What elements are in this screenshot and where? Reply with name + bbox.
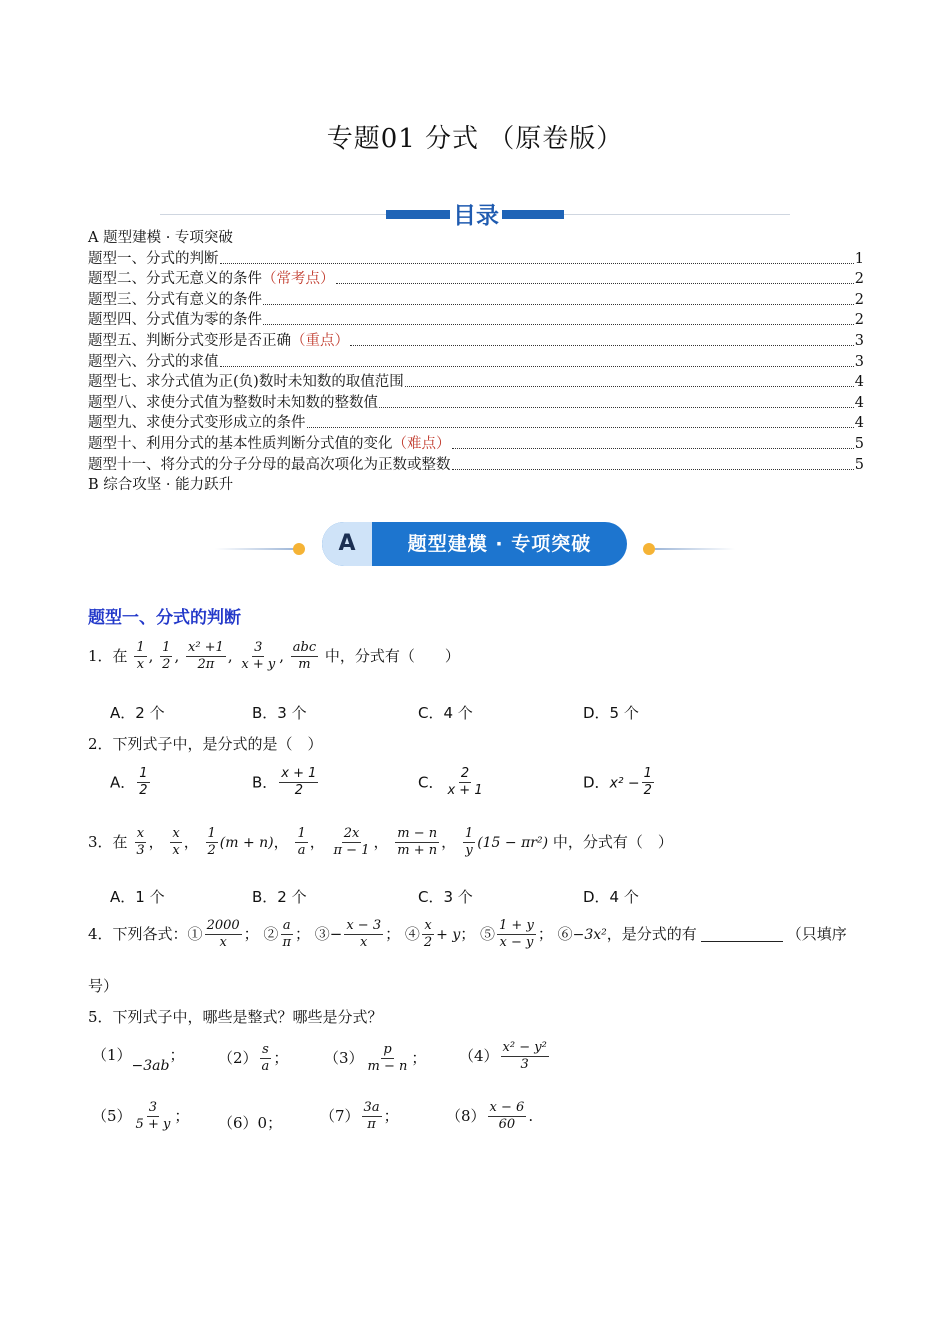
- toc-page-number: 2: [854, 271, 864, 288]
- toc-item[interactable]: [88, 413, 864, 434]
- q3-option-c[interactable]: C．3 个: [418, 888, 473, 906]
- toc-page-number: 3: [854, 332, 864, 349]
- toc-leader-dots: [379, 393, 854, 408]
- q5-item-7: （7） $\frac{3a}{\pi}$ ；: [320, 1100, 399, 1133]
- question-4: 4．下列各式：① $\frac{2000}{x}$ ； ② $\frac{a}{\pi}$ ； ③− $\frac{x - 3}{x}$ ； ④ $\frac{x}{2}$ + y； ⑤ $\frac{1 + y}{x - y}$ ； ⑥−3x²，是分式的有 （只填序: [88, 918, 847, 951]
- toc-item-label: 题型七、求分式值为正(负)数时未知数的取值范围: [88, 374, 404, 391]
- q1-option-a[interactable]: A．2 个: [110, 704, 165, 722]
- q1-option-b[interactable]: B．3 个: [252, 704, 307, 722]
- section-banner: [322, 522, 627, 566]
- toc-item-label: 题型二、分式无意义的条件: [88, 271, 262, 288]
- fraction: $\frac{1}{x}$: [136, 640, 145, 673]
- fraction: abc m: [292, 640, 317, 673]
- toc-page-number: 4: [854, 415, 864, 432]
- toc-section-a[interactable]: A 题型建模 · 专项突破: [88, 230, 233, 246]
- toc-leader-dots: [452, 434, 854, 449]
- q5-item-8: （8） $\frac{x - 6}{60}$ .: [446, 1100, 534, 1133]
- toc-page-number: 2: [854, 291, 864, 308]
- toc-page-number: 1: [854, 250, 864, 267]
- toc-item-label: 题型一、分式的判断: [88, 250, 219, 267]
- toc-item[interactable]: [88, 249, 864, 270]
- toc-leader-dots: [307, 413, 854, 428]
- toc-item-label: 题型三、分式有意义的条件: [88, 291, 262, 308]
- toc-page-number: 4: [854, 394, 864, 411]
- toc-item[interactable]: [88, 310, 864, 331]
- toc-item[interactable]: [88, 434, 864, 455]
- toc-section-b[interactable]: B 综合攻坚 · 能力跃升: [88, 477, 234, 494]
- toc-leader-dots: [350, 331, 854, 346]
- q5-item-2: （2） $\frac{s}{a}$ ；: [218, 1042, 289, 1075]
- q5-item-6: （6）0；: [218, 1114, 283, 1132]
- toc-bar-left: [386, 210, 450, 219]
- q5-item-3: （3） $\frac{p}{m - n}$ ；: [324, 1042, 427, 1075]
- toc-item-label: 题型十一、将分式的分子分母的最高次项化为正数或整数: [88, 456, 451, 473]
- toc-item[interactable]: [88, 352, 864, 373]
- banner-dot-left: [293, 543, 305, 555]
- fraction: $\frac{1}{2}$: [162, 640, 171, 673]
- toc-leader-dots: [263, 290, 854, 305]
- toc-leader-dots: [405, 372, 854, 387]
- toc-leader-dots: [452, 455, 854, 470]
- toc-item[interactable]: [88, 331, 864, 352]
- toc-item-label: 题型六、分式的求值: [88, 353, 219, 370]
- q2-option-a[interactable]: A． $\frac{1}{2}$: [110, 766, 148, 799]
- toc-item-label: 题型五、判断分式变形是否正确: [88, 332, 291, 349]
- toc-leader-dots: [220, 249, 854, 264]
- answer-blank[interactable]: [701, 927, 783, 942]
- table-of-contents: [88, 228, 864, 496]
- toc-heading: 目录: [450, 197, 502, 230]
- toc-page-number: 3: [854, 353, 864, 370]
- question-1: 1．在 $\frac{1}{x}$ , $\frac{1}{2}$ , $\frac{\text{x² +1}}{2\pi}$ , $\frac{3}{x + y}$ , abc m 中，分式有（ ）: [88, 640, 460, 673]
- fraction: $\frac{\text{x² +1}}{2\pi}$: [187, 640, 224, 673]
- toc-leader-dots: [336, 269, 854, 284]
- toc-item[interactable]: [88, 290, 864, 311]
- q1-option-d[interactable]: D．5 个: [583, 704, 639, 722]
- q2-option-b[interactable]: B． $\frac{x + 1}{2}$: [252, 766, 317, 799]
- toc-item[interactable]: [88, 372, 864, 393]
- q3-option-a[interactable]: A．1 个: [110, 888, 165, 906]
- toc-item-label: 题型八、求使分式值为整数时未知数的整数值: [88, 394, 378, 411]
- toc-item[interactable]: [88, 455, 864, 476]
- q3-option-b[interactable]: B．2 个: [252, 888, 307, 906]
- toc-item[interactable]: [88, 269, 864, 290]
- q5-item-4: （4） $\frac{\text{x² − y²}}{3}$: [459, 1040, 547, 1073]
- banner-letter: A: [322, 522, 372, 566]
- toc-page-number: 5: [854, 435, 864, 452]
- toc-bar-right: [502, 210, 564, 219]
- toc-item-label: 题型十、利用分式的基本性质判断分式值的变化: [88, 435, 393, 452]
- q2-option-c[interactable]: C． $\frac{2}{x + 1}$: [418, 766, 483, 799]
- toc-item-label: 题型四、分式值为零的条件: [88, 312, 262, 329]
- toc-page-number: 5: [854, 456, 864, 473]
- banner-line-right: [655, 548, 735, 550]
- q2-option-d[interactable]: D．x² − $\frac{1}{2}$: [583, 766, 652, 799]
- question-2: 2．下列式子中，是分式的是（ ）: [88, 735, 323, 753]
- toc-item[interactable]: [88, 393, 864, 414]
- toc-item-tag: （常考点）: [262, 271, 335, 288]
- toc-page-number: 4: [854, 374, 864, 391]
- q5-item-1: （1）−3ab；: [92, 1046, 185, 1074]
- banner-line-left: [215, 548, 295, 550]
- question-3: 3．在 $\frac{x}{3}$ ， $\frac{x}{x}$ ， $\frac{1}{2}$ (m + n)， $\frac{1}{a}$ ， $\frac{2x}{\pi - 1}$ ， $\frac{m - n}{m + n}$ ， $\frac{1}{y}$ (15 − πr²) 中，分式有（ ）: [88, 826, 673, 859]
- toc-leader-dots: [220, 352, 854, 367]
- toc-item-label: 题型九、求使分式变形成立的条件: [88, 415, 306, 432]
- q3-option-d[interactable]: D．4 个: [583, 888, 639, 906]
- toc-item-tag: （难点）: [392, 435, 451, 452]
- fraction: $\frac{3}{x + y}$: [241, 640, 276, 673]
- banner-text: 题型建模 · 专项突破: [407, 533, 592, 555]
- toc-leader-dots: [263, 310, 854, 325]
- section-title: 题型一、分式的判断: [88, 608, 241, 628]
- toc-item-tag: （重点）: [291, 332, 349, 349]
- banner-dot-right: [643, 543, 655, 555]
- q5-item-5: （5） $\frac{3}{5 + y}$ ；: [92, 1100, 190, 1133]
- page-title: 专题01 分式 （原卷版）: [326, 124, 624, 154]
- question-4-cont: 号）: [88, 977, 119, 995]
- question-5: 5．下列式子中，哪些是整式？哪些是分式？: [88, 1008, 383, 1026]
- toc-page-number: 2: [854, 312, 864, 329]
- q1-option-c[interactable]: C．4 个: [418, 704, 473, 722]
